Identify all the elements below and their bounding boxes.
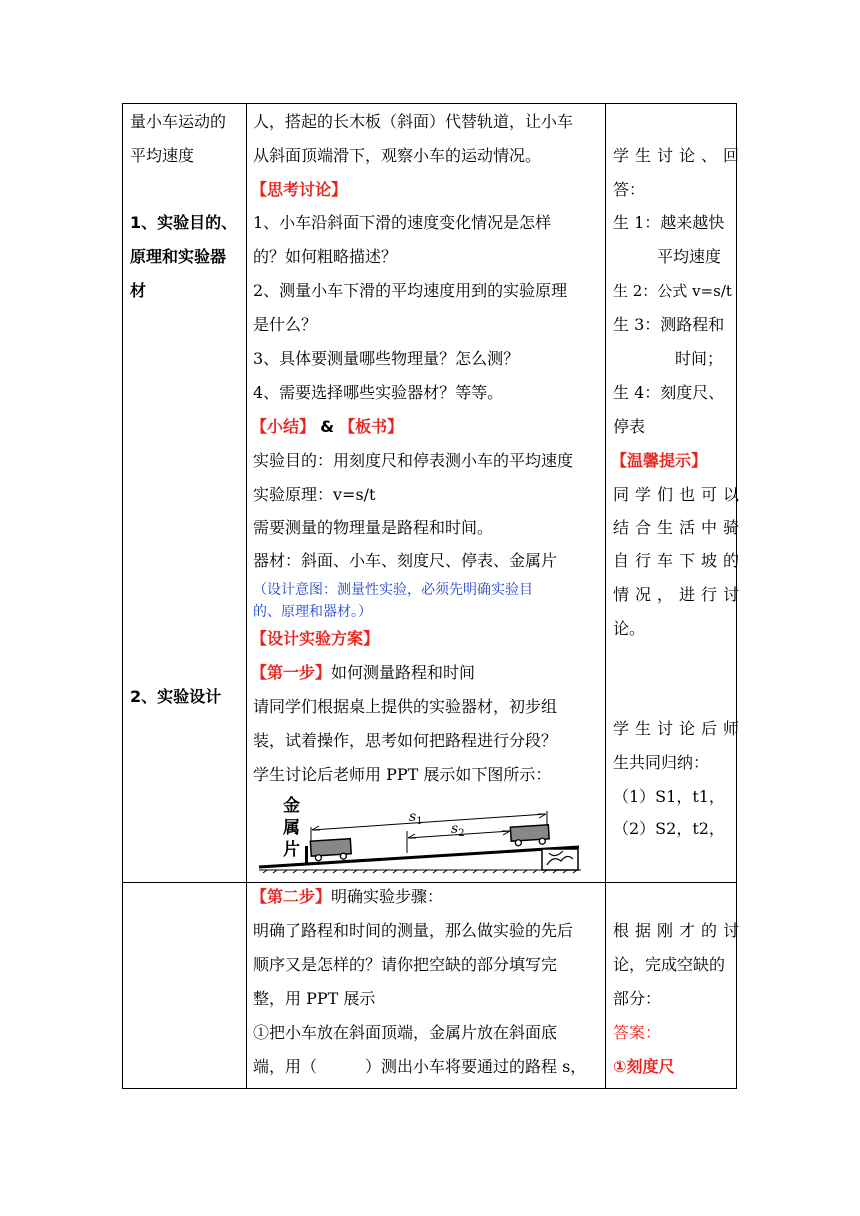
complete-line3: 部分： xyxy=(613,989,662,1008)
complete-line1: 根据刚才的讨 xyxy=(613,921,746,940)
table-left-border xyxy=(122,103,123,1089)
student4-answer: 生 4：刻度尺、 xyxy=(613,383,725,402)
cart-top xyxy=(510,825,549,846)
step1-text: 如何测量路程和时间 xyxy=(331,663,476,682)
paragraph-line2: 装，试着操作，思考如何把路程进行分段？ xyxy=(253,731,558,750)
summary-title-b: 【板书】 xyxy=(339,417,404,436)
student4-answer-cont: 停表 xyxy=(613,417,646,436)
question3: 3、具体要测量哪些物理量？怎么测？ xyxy=(253,349,520,368)
step1-label: 【第一步】 xyxy=(251,663,332,682)
think-discuss-title: 【思考讨论】 xyxy=(251,180,348,199)
intro-line2: 从斜面顶端滑下，观察小车的运动情况。 xyxy=(253,146,542,165)
step2-line3: 整，用 PPT 展示 xyxy=(253,989,376,1008)
step2-line1: 明确了路程和时间的测量，那么做实验的先后 xyxy=(253,921,574,940)
summary-amp: & xyxy=(320,417,335,436)
step2-text: 明确实验步骤： xyxy=(331,887,444,906)
tip-line4: 情况，进行讨 xyxy=(613,585,746,604)
summary-title-a: 【小结】 xyxy=(251,417,316,436)
student3-answer-cont: 时间； xyxy=(675,349,724,368)
summary-student-line1: 学生讨论后师 xyxy=(613,719,746,738)
answer1: ①刻度尺 xyxy=(613,1057,675,1076)
student1-answer: 生 1：越来越快 xyxy=(613,213,725,232)
segment2-list: （2）S2，t2， xyxy=(613,819,725,838)
step2-line xyxy=(251,887,443,907)
summary-line1: 实验目的：用刻度尺和停表测小车的平均速度 xyxy=(253,451,574,470)
metal-plate-label-3: 片 xyxy=(283,840,300,860)
paragraph-line1: 请同学们根据桌上提供的实验器材，初步组 xyxy=(253,697,558,716)
tip-line3: 自行车下坡的 xyxy=(613,551,746,570)
question2-b: 是什么？ xyxy=(253,315,318,334)
step2-line5: 端，用（ ）测出小车将要通过的路程 s， xyxy=(253,1057,587,1076)
col1-topic-line2: 平均速度 xyxy=(130,146,195,165)
student1-answer-cont: 平均速度 xyxy=(657,247,722,266)
step2-line4: ①把小车放在斜面顶端，金属片放在斜面底 xyxy=(253,1023,558,1042)
design-intent-line1: （设计意图：测量性实验，必须先明确实验目 xyxy=(253,582,533,598)
answer-label: 答案： xyxy=(613,1023,662,1042)
intro-line1: 人，搭起的长木板（斜面）代替轨道，让小车 xyxy=(253,112,574,131)
paragraph-line3: 学生讨论后老师用 PPT 展示如下图所示： xyxy=(253,765,552,784)
section1-heading-c: 材 xyxy=(130,281,147,300)
table-top-border xyxy=(122,103,737,104)
summary-student-line2: 生共同归纳： xyxy=(613,753,710,772)
question4: 4、需要选择哪些实验器材？等等。 xyxy=(253,383,504,402)
table-bottom-border xyxy=(122,1088,737,1089)
step2-line2: 顺序又是怎样的？请你把空缺的部分填写完 xyxy=(253,955,558,974)
ground-hatch xyxy=(259,870,581,873)
segment1-list: （1）S1，t1， xyxy=(613,787,725,806)
student3-answer: 生 3：测路程和 xyxy=(613,315,725,334)
design-intent-line2: 的、原理和器材。） xyxy=(253,604,372,620)
question1-b: 的？如何粗略描述？ xyxy=(253,247,398,266)
column-divider-1 xyxy=(246,103,247,1089)
design-plan-title: 【设计实验方案】 xyxy=(251,629,380,648)
column-divider-2 xyxy=(605,103,606,1089)
tip-line1: 同学们也可以 xyxy=(613,485,746,504)
step2-label: 【第二步】 xyxy=(251,887,332,906)
s2-label: $s_2$ xyxy=(451,821,465,839)
section1-heading-a: 1、实验目的、 xyxy=(130,213,238,232)
incline-figure xyxy=(255,793,585,875)
step1-line xyxy=(251,663,475,683)
student-discuss-line2: 答： xyxy=(613,180,646,199)
metal-plate-label-2: 属 xyxy=(283,818,300,838)
student-discuss-line1: 学生讨论、回 xyxy=(613,146,746,165)
metal-plate xyxy=(305,846,308,863)
question2-a: 2、测量小车下滑的平均速度用到的实验原理 xyxy=(253,281,568,300)
tip-line5: 论。 xyxy=(613,619,646,638)
support-block xyxy=(542,849,578,870)
metal-plate-label-1: 金 xyxy=(283,796,300,816)
col1-topic-line1: 量小车运动的 xyxy=(130,112,227,131)
warm-tip-title: 【温馨提示】 xyxy=(611,451,708,470)
complete-line2: 论，完成空缺的 xyxy=(613,955,726,974)
tip-line2: 结合生活中骑 xyxy=(613,518,746,537)
cart-bottom xyxy=(310,839,351,861)
row-divider xyxy=(122,882,737,883)
question1-a: 1、小车沿斜面下滑的速度变化情况是怎样 xyxy=(253,213,552,232)
section2-heading: 2、实验设计 xyxy=(130,687,222,706)
summary-line2: 实验原理：v=s/t xyxy=(253,485,376,504)
summary-title xyxy=(251,417,403,437)
section1-heading-b: 原理和实验器 xyxy=(130,247,227,266)
student2-answer: 生 2：公式 v=s/t xyxy=(613,282,732,300)
s1-label: $s_1$ xyxy=(409,809,423,827)
summary-line3: 需要测量的物理量是路程和时间。 xyxy=(253,518,494,537)
summary-line4: 器材：斜面、小车、刻度尺、停表、金属片 xyxy=(253,551,558,570)
